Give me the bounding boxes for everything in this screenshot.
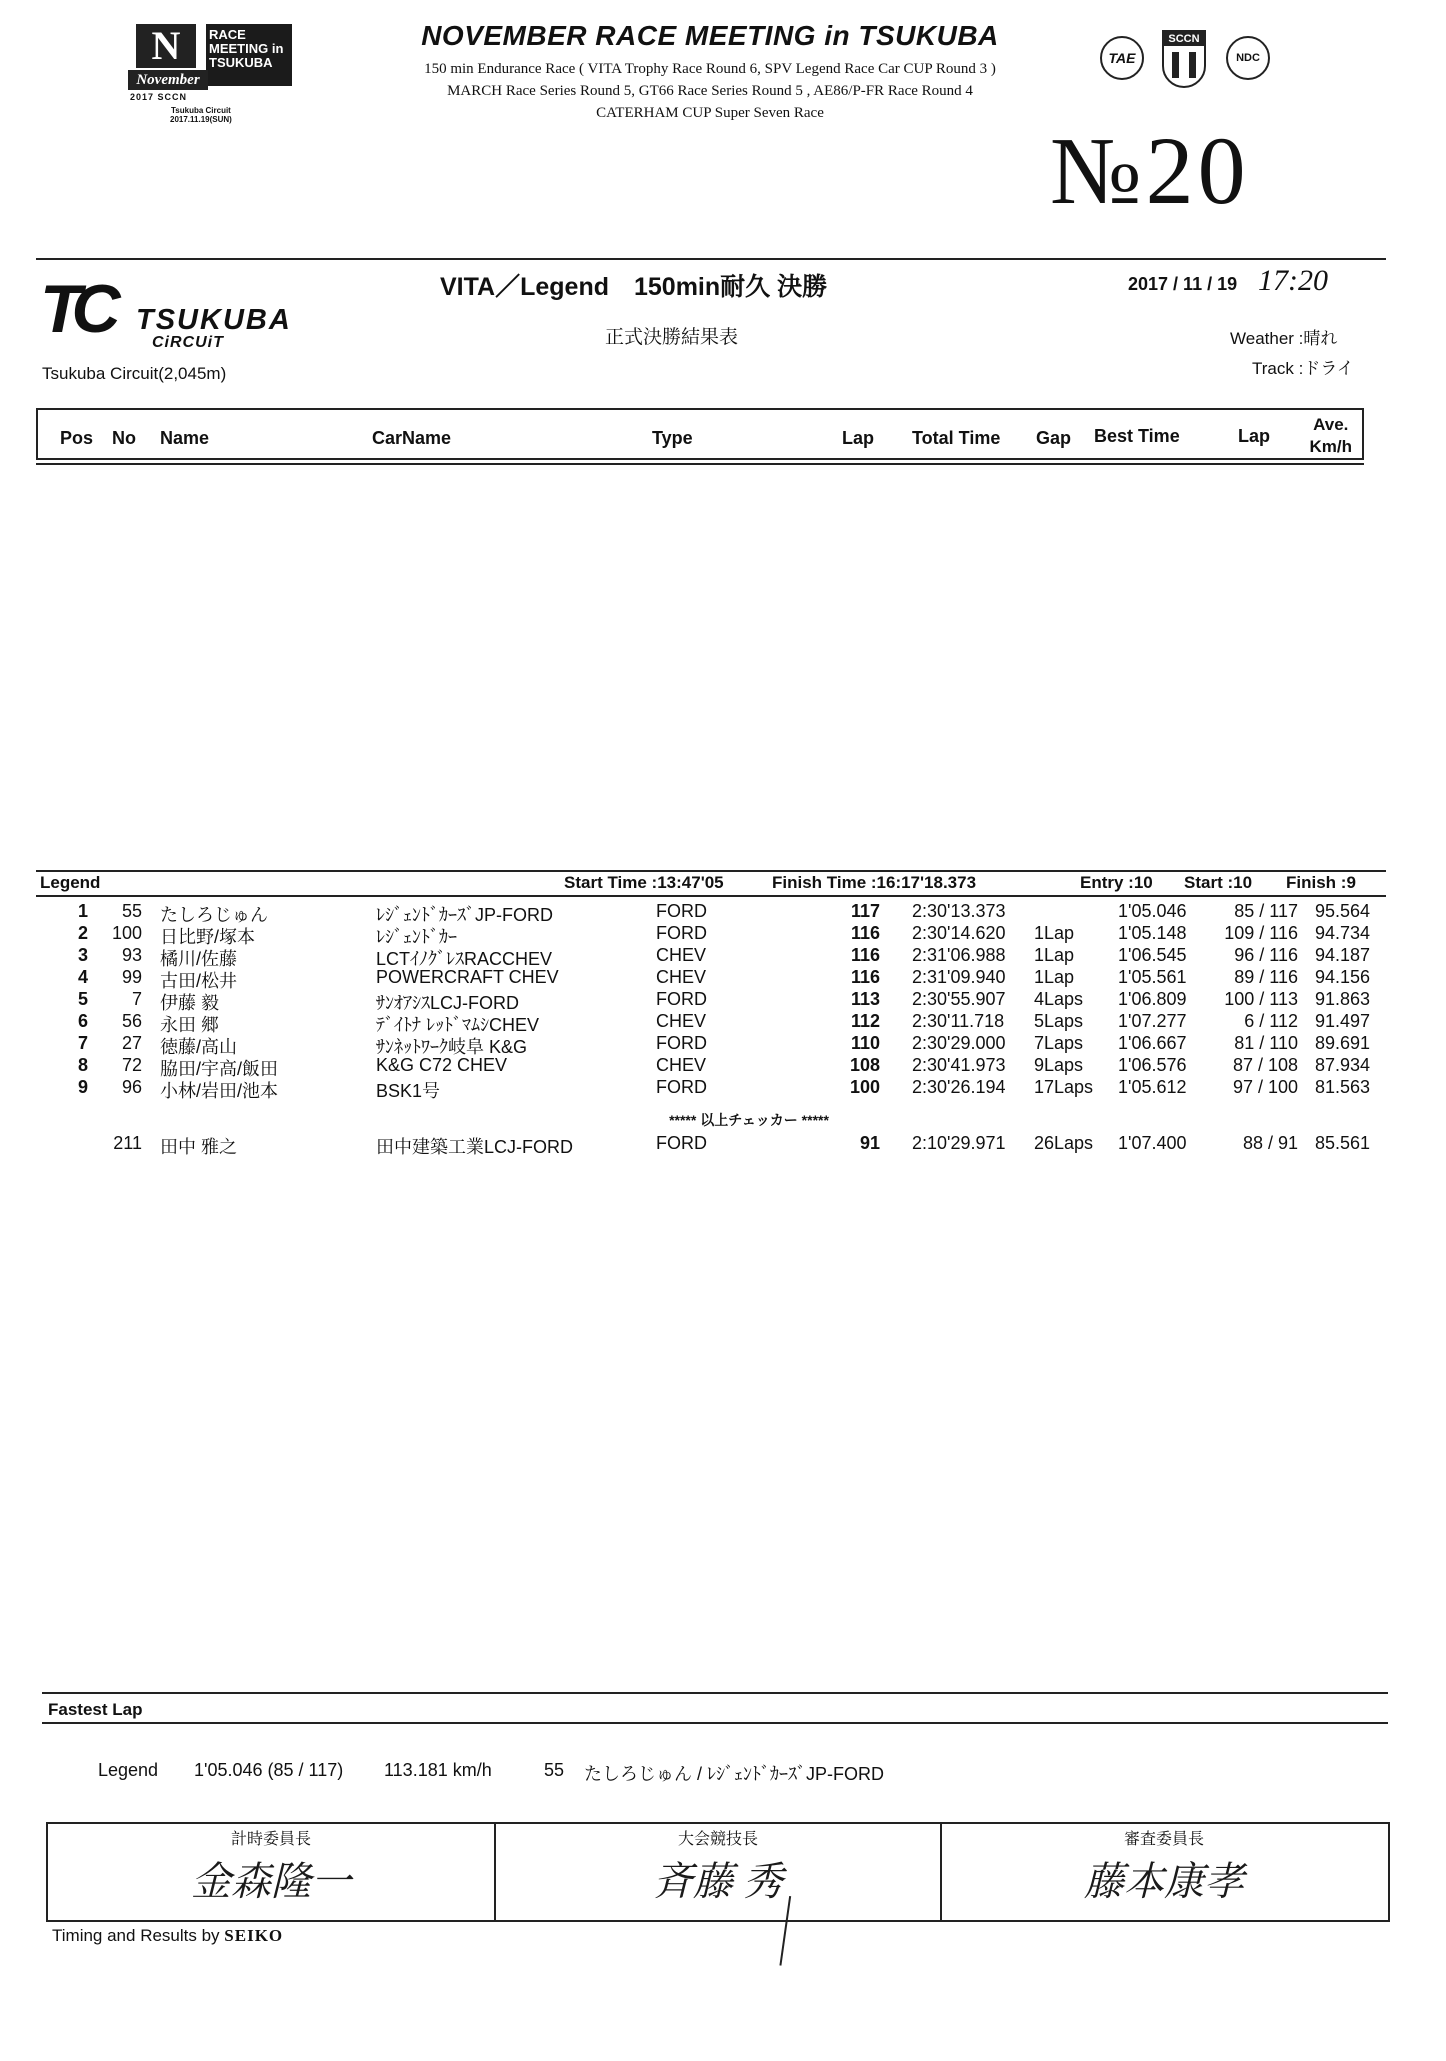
event-subtitle-line-3: CATERHAM CUP Super Seven Race (596, 105, 824, 121)
header-divider (36, 258, 1386, 260)
row-laps: 91 (859, 1133, 880, 1153)
row-driver: 永田 郷 (160, 1015, 220, 1035)
row-laps: 110 (850, 1033, 880, 1053)
row-gap: 1Lap (1034, 967, 1075, 987)
row-pos: 3 (77, 945, 88, 965)
sccn-shield-label: SCCN (1164, 32, 1204, 46)
col-name: Name (160, 428, 210, 448)
start-time: Start Time :13:47'05 (564, 873, 724, 892)
result-row (0, 1011, 1446, 1033)
race-title: VITA／Legend 150min耐久 決勝 (440, 273, 828, 301)
row-pos: 5 (77, 989, 88, 1009)
row-car-number: 211 (113, 1133, 142, 1153)
row-laps: 112 (850, 1011, 880, 1031)
result-row (0, 945, 1446, 967)
row-laps: 116 (850, 967, 880, 987)
row-driver: 徳藤/高山 (160, 1037, 238, 1057)
fastest-lap-speed: 113.181 km/h (384, 1760, 492, 1780)
row-total-time: 2:30'26.194 (912, 1077, 1006, 1097)
row-pos: 4 (77, 967, 88, 987)
unclassified-row (0, 1133, 1446, 1155)
result-row (0, 1055, 1446, 1077)
signature-label: 大会競技長 (677, 1831, 758, 1848)
result-row (0, 1033, 1446, 1055)
row-driver: たしろじゅん (160, 905, 268, 925)
row-average-speed: 94.187 (1314, 945, 1370, 965)
row-gap: 1Lap (1034, 923, 1075, 943)
fastest-lap-driver-car: たしろじゅん / ﾚｼﾞｪﾝﾄﾞｶｰｽﾞJP-FORD (584, 1764, 884, 1784)
fastest-lap-time: 1'05.046 (85 / 117) (194, 1760, 344, 1780)
checkered-flag-divider (0, 1110, 1446, 1130)
checkered-flag-label: ***** 以上チェッカー ***** (669, 1112, 829, 1128)
row-type: FORD (656, 1077, 707, 1097)
row-laps: 116 (850, 945, 880, 965)
row-best-time: 1'05.612 (1118, 1077, 1187, 1097)
timing-credit-prefix: Timing and Results by (52, 1926, 225, 1945)
result-sheet-number: №20 (1050, 117, 1250, 224)
row-average-speed: 81.563 (1314, 1077, 1370, 1097)
row-driver: 脇田/宇高/飯田 (160, 1059, 279, 1079)
col-gap: Gap (1036, 428, 1072, 448)
finish-count: Finish :9 (1286, 873, 1356, 892)
row-best-time: 1'05.046 (1118, 901, 1187, 921)
row-average-speed: 94.734 (1314, 923, 1370, 943)
col-no: No (112, 428, 136, 448)
col-total-time: Total Time (912, 428, 1001, 448)
row-type: FORD (656, 989, 707, 1009)
class-name: Legend (40, 873, 101, 892)
page-title: NOVEMBER RACE MEETING in TSUKUBA (421, 20, 999, 51)
row-best-time: 1'07.277 (1118, 1011, 1187, 1031)
row-pos: 1 (77, 901, 88, 921)
row-pos: 2 (77, 923, 88, 943)
row-total-time: 2:30'29.000 (912, 1033, 1006, 1053)
row-pos: 9 (77, 1077, 88, 1097)
row-average-speed: 95.564 (1314, 901, 1370, 921)
signature-chief-steward (940, 1824, 1386, 1920)
tc-mark-icon: TC (40, 271, 111, 347)
tsukuba-circuit-logo (40, 270, 350, 350)
col-type: Type (652, 428, 693, 448)
row-best-lap: 109 / 116 (1224, 923, 1298, 943)
circuit-length: Tsukuba Circuit(2,045m) (42, 364, 227, 383)
event-logo-badge: RACE MEETING in TSUKUBA (206, 24, 292, 86)
signature-box (46, 1822, 1390, 1922)
row-driver: 伊藤 毅 (160, 993, 220, 1013)
fastest-lap-rule (42, 1722, 1388, 1724)
row-best-lap: 81 / 110 (1234, 1033, 1298, 1053)
row-best-lap: 96 / 116 (1234, 945, 1298, 965)
race-date: 2017 / 11 / 19 (1128, 274, 1238, 294)
row-driver: 古田/松井 (160, 971, 238, 991)
row-type: CHEV (656, 945, 707, 965)
row-average-speed: 94.156 (1314, 967, 1370, 987)
row-type: CHEV (656, 1011, 707, 1031)
row-average-speed: 89.691 (1314, 1033, 1370, 1053)
row-car-name: ﾚｼﾞｪﾝﾄﾞｶｰ (376, 927, 457, 947)
event-logo-script: November (128, 70, 208, 90)
row-type: FORD (656, 1133, 707, 1153)
organizer-seal-icon: TAE (1100, 36, 1144, 80)
row-driver: 田中 雅之 (160, 1137, 238, 1157)
row-best-time: 1'07.400 (1118, 1133, 1187, 1153)
finish-time: Finish Time :16:17'18.373 (772, 873, 977, 892)
row-best-lap: 100 / 113 (1224, 989, 1298, 1009)
sccn-shield-bars (1172, 52, 1196, 78)
col-lap: Lap (842, 428, 875, 448)
fastest-lap-car-number: 55 (544, 1760, 565, 1780)
row-type: FORD (656, 901, 707, 921)
row-gap: 5Laps (1034, 1011, 1084, 1031)
seiko-logo: SEIKO (224, 1926, 284, 1945)
handwritten-signature: 藤本康孝 (1084, 1859, 1244, 1904)
event-subtitle-line-1: 150 min Endurance Race ( VITA Trophy Race Round 6, SPV Legend Race Car CUP Round 3 ) (424, 61, 996, 77)
row-gap: 1Lap (1034, 945, 1075, 965)
signature-timing-chief (48, 1824, 494, 1920)
weather-status: Weather :晴れ (1230, 329, 1338, 348)
row-gap: 26Laps (1034, 1133, 1094, 1153)
row-type: CHEV (656, 1055, 707, 1075)
row-best-lap: 87 / 108 (1232, 1055, 1298, 1075)
row-car-number: 7 (131, 989, 142, 1009)
signature-clerk-of-course (494, 1824, 940, 1920)
signature-label: 計時委員長 (230, 1831, 311, 1848)
row-total-time: 2:30'41.973 (912, 1055, 1006, 1075)
row-car-name: LCTｲﾉｸﾞﾚｽRACCHEV (376, 949, 553, 969)
result-row (0, 967, 1446, 989)
tc-wordmark-sub: CiRCUiT (152, 334, 224, 351)
row-total-time: 2:10'29.971 (912, 1133, 1006, 1153)
fastest-lap-rule-top (42, 1692, 1388, 1694)
row-laps: 100 (849, 1077, 880, 1097)
row-average-speed: 85.561 (1314, 1133, 1370, 1153)
row-best-time: 1'06.545 (1118, 945, 1187, 965)
row-car-number: 55 (121, 901, 142, 921)
handwritten-time: 17:20 (1258, 264, 1328, 297)
row-type: FORD (656, 923, 707, 943)
result-row (0, 1077, 1446, 1099)
row-laps: 116 (850, 923, 880, 943)
row-best-lap: 85 / 117 (1234, 901, 1298, 921)
row-gap: 9Laps (1034, 1055, 1084, 1075)
result-row (0, 989, 1446, 1011)
row-average-speed: 91.863 (1314, 989, 1370, 1009)
row-average-speed: 87.934 (1314, 1055, 1370, 1075)
col-best-lap: Lap (1238, 426, 1271, 446)
row-driver: 橘川/佐藤 (160, 949, 238, 969)
row-best-time: 1'05.148 (1118, 923, 1187, 943)
row-best-lap: 6 / 112 (1244, 1011, 1298, 1031)
col-best-time: Best Time (1094, 426, 1180, 446)
row-best-lap: 88 / 91 (1242, 1133, 1298, 1153)
col-ave-line-1: Ave. (1313, 415, 1349, 434)
row-car-number: 56 (121, 1011, 142, 1031)
row-total-time: 2:31'06.988 (912, 945, 1006, 965)
row-laps: 117 (850, 901, 880, 921)
start-count: Start :10 (1184, 873, 1253, 892)
row-car-number: 100 (111, 923, 142, 943)
row-best-time: 1'05.561 (1118, 967, 1187, 987)
col-average-speed (1310, 414, 1353, 458)
col-pos: Pos (60, 428, 94, 448)
row-car-name: 田中建築工業LCJ-FORD (376, 1137, 573, 1157)
row-total-time: 2:30'11.718 (912, 1011, 1005, 1031)
fastest-lap-title: Fastest Lap (48, 1700, 143, 1719)
row-driver: 小林/岩田/池本 (160, 1081, 279, 1101)
row-type: FORD (656, 1033, 707, 1053)
row-car-name: K&G C72 CHEV (376, 1055, 508, 1075)
row-gap: 17Laps (1034, 1077, 1094, 1097)
row-laps: 113 (850, 989, 880, 1009)
row-driver: 日比野/塚本 (160, 927, 256, 947)
result-row (0, 901, 1446, 923)
event-logo-date: 2017.11.19(SUN) (170, 115, 232, 124)
row-gap: 4Laps (1034, 989, 1084, 1009)
timing-credit (52, 1926, 283, 1946)
sccn-shield-icon (1162, 30, 1206, 88)
tokyo-ndc-seal-icon: NDC (1226, 36, 1270, 80)
event-logo-year: 2017 SCCN (130, 92, 188, 102)
row-gap: 7Laps (1034, 1033, 1084, 1053)
race-subtitle: 正式決勝結果表 (605, 327, 739, 348)
col-ave-line-2: Km/h (1309, 437, 1352, 456)
row-car-name: ｻﾝﾈｯﾄﾜｰｸ岐阜 K&G (376, 1037, 528, 1057)
row-car-name: ﾚｼﾞｪﾝﾄﾞｶｰｽﾞJP-FORD (376, 905, 553, 925)
handwritten-signature: 斉藤 秀 (653, 1859, 783, 1904)
row-car-name: ｻﾝｵｱｼｽLCJ-FORD (376, 993, 519, 1013)
row-total-time: 2:30'14.620 (912, 923, 1006, 943)
row-best-lap: 89 / 116 (1234, 967, 1298, 987)
fastest-lap-class: Legend (98, 1760, 159, 1780)
row-pos: 7 (77, 1033, 88, 1053)
row-total-time: 2:31'09.940 (912, 967, 1006, 987)
row-car-number: 96 (121, 1077, 142, 1097)
signature-stroke (779, 1896, 850, 1974)
row-pos: 6 (77, 1011, 88, 1031)
track-status: Track :ドライ (1252, 359, 1354, 378)
row-car-name: BSK1号 (376, 1081, 441, 1101)
row-best-time: 1'06.667 (1118, 1033, 1187, 1053)
row-best-time: 1'06.576 (1118, 1055, 1187, 1075)
row-pos: 8 (77, 1055, 88, 1075)
class-bar-rule-bottom (36, 895, 1386, 897)
row-type: CHEV (656, 967, 707, 987)
column-header-underline (36, 463, 1364, 465)
row-best-lap: 97 / 100 (1232, 1077, 1298, 1097)
row-car-name: ﾃﾞｲﾄﾅ ﾚｯﾄﾞﾏﾑｼCHEV (376, 1015, 540, 1035)
row-car-number: 93 (121, 945, 142, 965)
result-row (0, 923, 1446, 945)
col-carname: CarName (372, 428, 452, 448)
row-car-number: 27 (121, 1033, 142, 1053)
event-logo (128, 22, 292, 124)
row-average-speed: 91.497 (1314, 1011, 1370, 1031)
row-car-name: POWERCRAFT CHEV (376, 967, 559, 987)
class-bar (36, 871, 1386, 895)
row-total-time: 2:30'55.907 (912, 989, 1006, 1009)
signature-label: 審査委員長 (1123, 1831, 1204, 1848)
tc-wordmark: TSUKUBA (136, 304, 292, 336)
row-car-number: 72 (121, 1055, 142, 1075)
event-logo-circuit-name: Tsukuba Circuit (170, 106, 231, 115)
event-subtitle-line-2: MARCH Race Series Round 5, GT66 Race Series Round 5 , AE86/P-FR Race Round 4 (447, 83, 973, 99)
row-best-time: 1'06.809 (1118, 989, 1187, 1009)
results-column-header (36, 408, 1364, 460)
row-laps: 108 (849, 1055, 880, 1075)
row-total-time: 2:30'13.373 (912, 901, 1006, 921)
row-car-number: 99 (121, 967, 142, 987)
event-logo-circuit (170, 106, 232, 124)
entry-count: Entry :10 (1080, 873, 1153, 892)
event-logo-letter: N (136, 24, 196, 68)
handwritten-signature: 金森隆一 (191, 1859, 351, 1904)
